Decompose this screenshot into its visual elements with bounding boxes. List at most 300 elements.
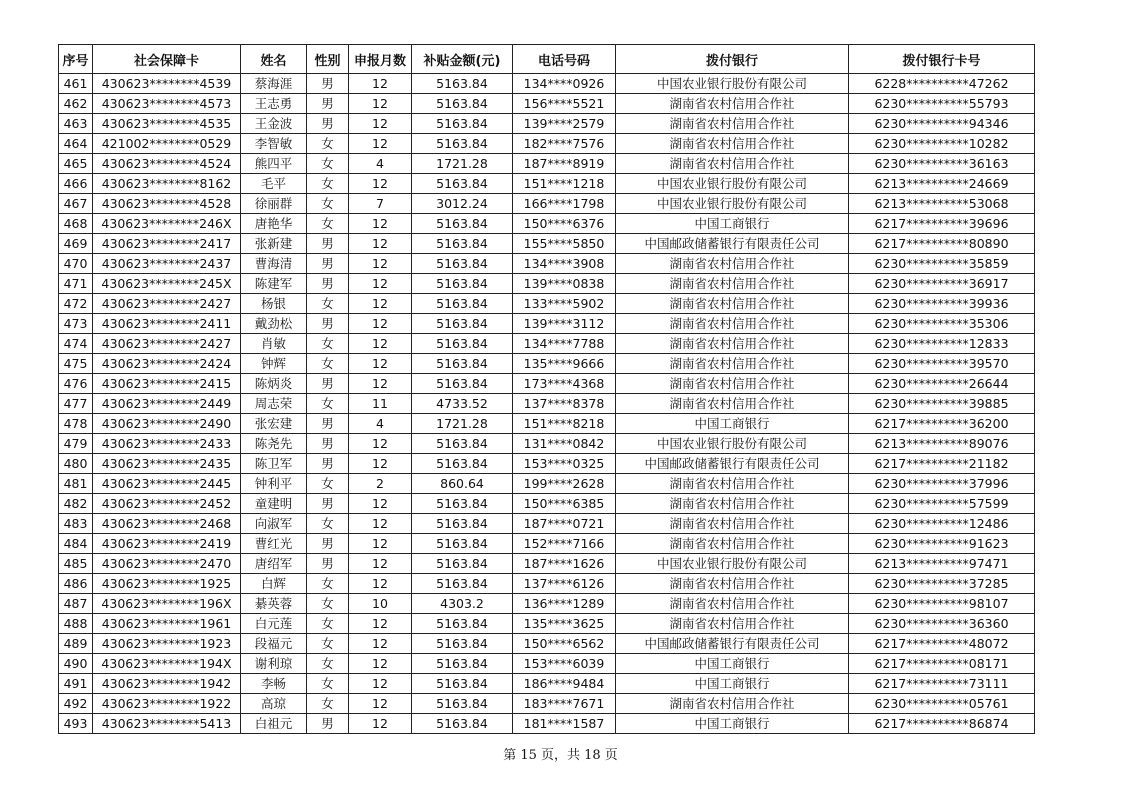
- cell-gender: 男: [307, 714, 349, 734]
- cell-amount: 5163.84: [412, 454, 513, 474]
- table-row: [59, 254, 1035, 274]
- cell-phone: 156****5521: [513, 94, 616, 114]
- cell-phone: 135****9666: [513, 354, 616, 374]
- cell-bank-card: 6217**********21182: [849, 454, 1035, 474]
- cell-bank: 中国农业银行股份有限公司: [616, 74, 849, 94]
- cell-bank-card: 6230**********57599: [849, 494, 1035, 514]
- cell-seq: 485: [59, 554, 93, 574]
- cell-seq: 483: [59, 514, 93, 534]
- cell-bank: 中国工商银行: [616, 674, 849, 694]
- cell-amount: 5163.84: [412, 114, 513, 134]
- cell-social-security-card: 430623********2419: [93, 534, 241, 554]
- cell-name: 白祖元: [241, 714, 307, 734]
- cell-bank-card: 6230**********55793: [849, 94, 1035, 114]
- cell-bank: 湖南省农村信用合作社: [616, 354, 849, 374]
- cell-bank: 中国工商银行: [616, 214, 849, 234]
- cell-name: 李智敏: [241, 134, 307, 154]
- cell-phone: 150****6562: [513, 634, 616, 654]
- cell-bank-card: 6230**********91623: [849, 534, 1035, 554]
- cell-bank-card: 6230**********36163: [849, 154, 1035, 174]
- cell-name: 向淑军: [241, 514, 307, 534]
- cell-seq: 461: [59, 74, 93, 94]
- cell-phone: 152****7166: [513, 534, 616, 554]
- cell-social-security-card: 421002********0529: [93, 134, 241, 154]
- cell-social-security-card: 430623********1942: [93, 674, 241, 694]
- cell-phone: 153****6039: [513, 654, 616, 674]
- cell-amount: 5163.84: [412, 434, 513, 454]
- cell-name: 段福元: [241, 634, 307, 654]
- cell-months: 12: [349, 714, 412, 734]
- cell-social-security-card: 430623********2411: [93, 314, 241, 334]
- cell-gender: 女: [307, 394, 349, 414]
- table-row: [59, 154, 1035, 174]
- cell-social-security-card: 430623********2437: [93, 254, 241, 274]
- cell-phone: 139****0838: [513, 274, 616, 294]
- cell-months: 12: [349, 214, 412, 234]
- table-row: [59, 534, 1035, 554]
- cell-months: 12: [349, 434, 412, 454]
- cell-months: 12: [349, 374, 412, 394]
- cell-name: 陈卫军: [241, 454, 307, 474]
- table-row: [59, 334, 1035, 354]
- cell-amount: 5163.84: [412, 234, 513, 254]
- cell-seq: 481: [59, 474, 93, 494]
- cell-phone: 134****7788: [513, 334, 616, 354]
- cell-gender: 女: [307, 354, 349, 374]
- table-row: [59, 174, 1035, 194]
- cell-months: 12: [349, 334, 412, 354]
- cell-seq: 491: [59, 674, 93, 694]
- cell-seq: 467: [59, 194, 93, 214]
- cell-name: 曹红光: [241, 534, 307, 554]
- page-footer: 第 15 页，共 18 页: [503, 748, 618, 763]
- cell-social-security-card: 430623********2427: [93, 294, 241, 314]
- cell-social-security-card: 430623********2449: [93, 394, 241, 414]
- cell-name: 钟辉: [241, 354, 307, 374]
- cell-bank: 湖南省农村信用合作社: [616, 694, 849, 714]
- cell-bank: 湖南省农村信用合作社: [616, 394, 849, 414]
- cell-seq: 484: [59, 534, 93, 554]
- cell-bank: 湖南省农村信用合作社: [616, 134, 849, 154]
- cell-months: 12: [349, 294, 412, 314]
- cell-gender: 女: [307, 594, 349, 614]
- cell-bank-card: 6230**********12833: [849, 334, 1035, 354]
- cell-gender: 女: [307, 334, 349, 354]
- cell-name: 綦英蓉: [241, 594, 307, 614]
- subsidy-table: [58, 44, 1035, 734]
- cell-gender: 女: [307, 674, 349, 694]
- cell-social-security-card: 430623********2415: [93, 374, 241, 394]
- cell-bank: 湖南省农村信用合作社: [616, 594, 849, 614]
- cell-bank-card: 6230**********35859: [849, 254, 1035, 274]
- cell-months: 12: [349, 694, 412, 714]
- cell-seq: 479: [59, 434, 93, 454]
- cell-months: 12: [349, 454, 412, 474]
- cell-seq: 493: [59, 714, 93, 734]
- cell-social-security-card: 430623********196X: [93, 594, 241, 614]
- cell-social-security-card: 430623********4539: [93, 74, 241, 94]
- cell-months: 12: [349, 74, 412, 94]
- table-row: [59, 314, 1035, 334]
- cell-name: 钟利平: [241, 474, 307, 494]
- cell-name: 周志荣: [241, 394, 307, 414]
- cell-name: 戴劲松: [241, 314, 307, 334]
- cell-bank: 湖南省农村信用合作社: [616, 534, 849, 554]
- cell-gender: 女: [307, 154, 349, 174]
- cell-social-security-card: 430623********2427: [93, 334, 241, 354]
- cell-gender: 女: [307, 574, 349, 594]
- cell-name: 李畅: [241, 674, 307, 694]
- cell-social-security-card: 430623********4524: [93, 154, 241, 174]
- table-row: [59, 554, 1035, 574]
- cell-gender: 男: [307, 494, 349, 514]
- cell-bank-card: 6213**********53068: [849, 194, 1035, 214]
- cell-bank: 中国邮政储蓄银行有限责任公司: [616, 634, 849, 654]
- cell-amount: 4303.2: [412, 594, 513, 614]
- cell-bank-card: 6230**********35306: [849, 314, 1035, 334]
- cell-amount: 5163.84: [412, 334, 513, 354]
- table-row: [59, 274, 1035, 294]
- cell-bank-card: 6230**********26644: [849, 374, 1035, 394]
- cell-bank: 中国工商银行: [616, 714, 849, 734]
- cell-phone: 187****1626: [513, 554, 616, 574]
- cell-gender: 男: [307, 554, 349, 574]
- table-body: [59, 74, 1035, 734]
- cell-name: 毛平: [241, 174, 307, 194]
- cell-social-security-card: 430623********246X: [93, 214, 241, 234]
- cell-amount: 5163.84: [412, 294, 513, 314]
- cell-name: 唐艳华: [241, 214, 307, 234]
- table-row: [59, 474, 1035, 494]
- cell-phone: 133****5902: [513, 294, 616, 314]
- cell-bank: 中国农业银行股份有限公司: [616, 194, 849, 214]
- cell-social-security-card: 430623********194X: [93, 654, 241, 674]
- cell-social-security-card: 430623********2424: [93, 354, 241, 374]
- table-row: [59, 714, 1035, 734]
- cell-social-security-card: 430623********1923: [93, 634, 241, 654]
- cell-name: 徐丽群: [241, 194, 307, 214]
- cell-phone: 150****6385: [513, 494, 616, 514]
- cell-months: 7: [349, 194, 412, 214]
- cell-name: 白元莲: [241, 614, 307, 634]
- cell-seq: 465: [59, 154, 93, 174]
- cell-social-security-card: 430623********8162: [93, 174, 241, 194]
- cell-phone: 182****7576: [513, 134, 616, 154]
- cell-phone: 151****1218: [513, 174, 616, 194]
- cell-social-security-card: 430623********2445: [93, 474, 241, 494]
- cell-bank: 中国农业银行股份有限公司: [616, 434, 849, 454]
- cell-seq: 492: [59, 694, 93, 714]
- cell-months: 12: [349, 654, 412, 674]
- cell-months: 12: [349, 114, 412, 134]
- cell-seq: 475: [59, 354, 93, 374]
- cell-amount: 5163.84: [412, 574, 513, 594]
- cell-seq: 478: [59, 414, 93, 434]
- cell-phone: 187****8919: [513, 154, 616, 174]
- table-row: [59, 394, 1035, 414]
- cell-gender: 女: [307, 174, 349, 194]
- cell-months: 12: [349, 174, 412, 194]
- cell-months: 10: [349, 594, 412, 614]
- cell-name: 熊四平: [241, 154, 307, 174]
- cell-months: 12: [349, 574, 412, 594]
- cell-phone: 131****0842: [513, 434, 616, 454]
- header-row: [59, 45, 1035, 74]
- cell-seq: 472: [59, 294, 93, 314]
- cell-gender: 女: [307, 214, 349, 234]
- cell-months: 12: [349, 314, 412, 334]
- cell-amount: 1721.28: [412, 154, 513, 174]
- table-row: [59, 294, 1035, 314]
- cell-name: 杨银: [241, 294, 307, 314]
- table-row: [59, 234, 1035, 254]
- cell-gender: 男: [307, 274, 349, 294]
- table-row: [59, 614, 1035, 634]
- cell-gender: 男: [307, 414, 349, 434]
- cell-phone: 153****0325: [513, 454, 616, 474]
- cell-amount: 5163.84: [412, 94, 513, 114]
- cell-bank-card: 6230**********98107: [849, 594, 1035, 614]
- cell-gender: 男: [307, 114, 349, 134]
- table-row: [59, 574, 1035, 594]
- cell-gender: 女: [307, 694, 349, 714]
- cell-months: 12: [349, 534, 412, 554]
- cell-amount: 5163.84: [412, 554, 513, 574]
- cell-amount: 5163.84: [412, 274, 513, 294]
- cell-months: 11: [349, 394, 412, 414]
- cell-bank-card: 6230**********12486: [849, 514, 1035, 534]
- cell-bank-card: 6230**********05761: [849, 694, 1035, 714]
- cell-bank-card: 6228**********47262: [849, 74, 1035, 94]
- cell-bank-card: 6217**********86874: [849, 714, 1035, 734]
- cell-gender: 女: [307, 514, 349, 534]
- header-gender: 性别: [307, 45, 349, 74]
- cell-months: 12: [349, 274, 412, 294]
- cell-months: 4: [349, 414, 412, 434]
- cell-seq: 489: [59, 634, 93, 654]
- cell-social-security-card: 430623********2417: [93, 234, 241, 254]
- cell-seq: 482: [59, 494, 93, 514]
- cell-bank: 湖南省农村信用合作社: [616, 334, 849, 354]
- cell-gender: 男: [307, 234, 349, 254]
- cell-bank: 湖南省农村信用合作社: [616, 274, 849, 294]
- cell-amount: 5163.84: [412, 614, 513, 634]
- cell-bank-card: 6230**********39936: [849, 294, 1035, 314]
- cell-bank: 中国工商银行: [616, 414, 849, 434]
- cell-months: 12: [349, 554, 412, 574]
- cell-social-security-card: 430623********4535: [93, 114, 241, 134]
- cell-bank-card: 6217**********39696: [849, 214, 1035, 234]
- table-row: [59, 694, 1035, 714]
- cell-amount: 5163.84: [412, 654, 513, 674]
- cell-phone: 183****7671: [513, 694, 616, 714]
- cell-phone: 139****2579: [513, 114, 616, 134]
- cell-bank-card: 6230**********36917: [849, 274, 1035, 294]
- cell-bank-card: 6213**********24669: [849, 174, 1035, 194]
- cell-months: 4: [349, 154, 412, 174]
- cell-name: 童建明: [241, 494, 307, 514]
- cell-amount: 5163.84: [412, 74, 513, 94]
- cell-seq: 473: [59, 314, 93, 334]
- cell-seq: 480: [59, 454, 93, 474]
- cell-bank-card: 6230**********37996: [849, 474, 1035, 494]
- cell-phone: 151****8218: [513, 414, 616, 434]
- cell-bank-card: 6217**********48072: [849, 634, 1035, 654]
- cell-seq: 470: [59, 254, 93, 274]
- cell-bank-card: 6217**********73111: [849, 674, 1035, 694]
- cell-phone: 134****0926: [513, 74, 616, 94]
- cell-gender: 女: [307, 194, 349, 214]
- cell-bank: 湖南省农村信用合作社: [616, 154, 849, 174]
- header-name: 姓名: [241, 45, 307, 74]
- cell-amount: 5163.84: [412, 214, 513, 234]
- cell-phone: 150****6376: [513, 214, 616, 234]
- cell-phone: 135****3625: [513, 614, 616, 634]
- cell-months: 12: [349, 254, 412, 274]
- cell-bank: 湖南省农村信用合作社: [616, 314, 849, 334]
- cell-name: 高琼: [241, 694, 307, 714]
- cell-phone: 199****2628: [513, 474, 616, 494]
- cell-social-security-card: 430623********245X: [93, 274, 241, 294]
- cell-phone: 173****4368: [513, 374, 616, 394]
- cell-months: 12: [349, 614, 412, 634]
- cell-seq: 469: [59, 234, 93, 254]
- cell-social-security-card: 430623********4528: [93, 194, 241, 214]
- table-row: [59, 414, 1035, 434]
- header-bank: 拨付银行: [616, 45, 849, 74]
- cell-phone: 187****0721: [513, 514, 616, 534]
- table-row: [59, 514, 1035, 534]
- cell-amount: 5163.84: [412, 354, 513, 374]
- cell-name: 王志勇: [241, 94, 307, 114]
- cell-months: 12: [349, 234, 412, 254]
- cell-social-security-card: 430623********2468: [93, 514, 241, 534]
- cell-bank: 中国工商银行: [616, 654, 849, 674]
- cell-amount: 5163.84: [412, 534, 513, 554]
- cell-seq: 462: [59, 94, 93, 114]
- cell-seq: 466: [59, 174, 93, 194]
- cell-bank: 中国邮政储蓄银行有限责任公司: [616, 454, 849, 474]
- cell-name: 陈炳炎: [241, 374, 307, 394]
- cell-bank: 湖南省农村信用合作社: [616, 114, 849, 134]
- cell-phone: 139****3112: [513, 314, 616, 334]
- cell-amount: 5163.84: [412, 134, 513, 154]
- cell-seq: 476: [59, 374, 93, 394]
- cell-gender: 女: [307, 614, 349, 634]
- table-row: [59, 74, 1035, 94]
- cell-seq: 463: [59, 114, 93, 134]
- cell-phone: 166****1798: [513, 194, 616, 214]
- cell-months: 12: [349, 494, 412, 514]
- cell-bank: 湖南省农村信用合作社: [616, 294, 849, 314]
- cell-social-security-card: 430623********1922: [93, 694, 241, 714]
- cell-gender: 男: [307, 534, 349, 554]
- cell-bank-card: 6230**********36360: [849, 614, 1035, 634]
- cell-bank-card: 6230**********39570: [849, 354, 1035, 374]
- cell-amount: 860.64: [412, 474, 513, 494]
- header-bank-card: 拨付银行卡号: [849, 45, 1035, 74]
- cell-amount: 5163.84: [412, 634, 513, 654]
- cell-phone: 137****6126: [513, 574, 616, 594]
- table-row: [59, 674, 1035, 694]
- cell-bank-card: 6217**********08171: [849, 654, 1035, 674]
- cell-months: 2: [349, 474, 412, 494]
- cell-name: 蔡海涯: [241, 74, 307, 94]
- cell-bank: 湖南省农村信用合作社: [616, 254, 849, 274]
- cell-gender: 男: [307, 94, 349, 114]
- table-row: [59, 134, 1035, 154]
- cell-social-security-card: 430623********2435: [93, 454, 241, 474]
- table-row: [59, 374, 1035, 394]
- cell-bank-card: 6217**********36200: [849, 414, 1035, 434]
- cell-amount: 5163.84: [412, 174, 513, 194]
- cell-social-security-card: 430623********1961: [93, 614, 241, 634]
- cell-bank: 湖南省农村信用合作社: [616, 574, 849, 594]
- header-social-security-card: 社会保障卡: [93, 45, 241, 74]
- cell-seq: 490: [59, 654, 93, 674]
- cell-amount: 5163.84: [412, 374, 513, 394]
- cell-gender: 男: [307, 254, 349, 274]
- table-row: [59, 94, 1035, 114]
- cell-amount: 5163.84: [412, 694, 513, 714]
- cell-gender: 女: [307, 634, 349, 654]
- table-row: [59, 494, 1035, 514]
- cell-bank-card: 6213**********89076: [849, 434, 1035, 454]
- cell-gender: 女: [307, 654, 349, 674]
- cell-seq: 471: [59, 274, 93, 294]
- cell-months: 12: [349, 134, 412, 154]
- cell-amount: 4733.52: [412, 394, 513, 414]
- table-row: [59, 454, 1035, 474]
- cell-phone: 136****1289: [513, 594, 616, 614]
- cell-months: 12: [349, 634, 412, 654]
- cell-phone: 155****5850: [513, 234, 616, 254]
- table-row: [59, 634, 1035, 654]
- cell-amount: 5163.84: [412, 714, 513, 734]
- cell-name: 肖敏: [241, 334, 307, 354]
- cell-social-security-card: 430623********2490: [93, 414, 241, 434]
- table-row: [59, 594, 1035, 614]
- cell-social-security-card: 430623********5413: [93, 714, 241, 734]
- cell-amount: 3012.24: [412, 194, 513, 214]
- cell-gender: 女: [307, 134, 349, 154]
- cell-phone: 137****8378: [513, 394, 616, 414]
- cell-amount: 5163.84: [412, 254, 513, 274]
- cell-name: 陈建军: [241, 274, 307, 294]
- table-row: [59, 434, 1035, 454]
- cell-gender: 女: [307, 474, 349, 494]
- cell-name: 张新建: [241, 234, 307, 254]
- cell-name: 白辉: [241, 574, 307, 594]
- cell-bank: 湖南省农村信用合作社: [616, 94, 849, 114]
- cell-name: 曹海清: [241, 254, 307, 274]
- cell-bank: 湖南省农村信用合作社: [616, 614, 849, 634]
- cell-gender: 男: [307, 314, 349, 334]
- cell-name: 王金波: [241, 114, 307, 134]
- cell-social-security-card: 430623********1925: [93, 574, 241, 594]
- cell-bank-card: 6213**********97471: [849, 554, 1035, 574]
- table-row: [59, 114, 1035, 134]
- table-row: [59, 654, 1035, 674]
- cell-seq: 477: [59, 394, 93, 414]
- cell-name: 谢利琼: [241, 654, 307, 674]
- cell-bank: 湖南省农村信用合作社: [616, 514, 849, 534]
- header-seq: 序号: [59, 45, 93, 74]
- cell-amount: 5163.84: [412, 514, 513, 534]
- cell-gender: 男: [307, 434, 349, 454]
- header-phone: 电话号码: [513, 45, 616, 74]
- cell-seq: 468: [59, 214, 93, 234]
